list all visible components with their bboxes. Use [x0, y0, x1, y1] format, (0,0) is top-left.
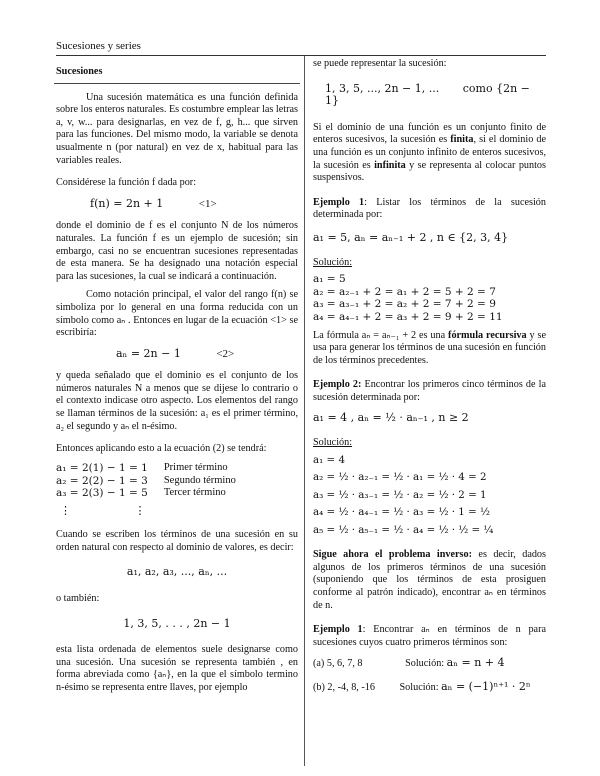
solution-label: Solución: [313, 256, 353, 268]
term-equation: a₁ = 2(1) − 1 = 1 [56, 461, 148, 474]
finite-text-c: y se representa al colocar puntos suspensivos. [313, 159, 546, 184]
example-1-label: Ejemplo 1 [313, 196, 365, 208]
example-2-statement [313, 379, 546, 404]
example-1-equation: a₁ = 5, aₙ = aₙ₋₁ + 2 , n ∈ {2, 3, 4} [313, 230, 509, 244]
apply-paragraph: Entonces aplicando esto a la ecuación (2) se tendrá: [56, 443, 267, 455]
also-text: o también: [56, 593, 100, 605]
inverse-problem-text: es decir, dados algunos de los primeros términos de una sucesión (suponiendo que los términos de esta prosiguen conforme al patrón indicado), encontrar aₙ en términos de n. [313, 549, 546, 611]
example-2-text: Encontrar los primeros cinco términos de la sucesión determinada por: [313, 379, 546, 403]
sequence-example: 1, 3, 5, . . . , 2n − 1 [123, 616, 231, 630]
right-column [313, 58, 546, 703]
term-label: Tercer término [163, 487, 226, 499]
recursive-text-a: La fórmula aₙ = aₙ₋₁ + 2 es una [313, 329, 449, 341]
domain-paragraph: donde el dominio de f es el conjunto N de los números naturales. La función f es un ejemplo de sucesión; sin embargo, casi no se encuentran sucesiones representadas de esta manera. Se ha designado una notación especial para las sucesiones, la cual se indicará a continuación. [56, 220, 298, 282]
vertical-dots: ⋮ ⋮ [60, 504, 176, 518]
terms-table [56, 462, 236, 500]
range-paragraph: y queda señalado que el dominio es el conjunto de los números naturales N a menos que se dijese lo contrario o el contexto indicase otro aspecto. Los elementos del rango se llaman términos de la sucesión: a₁ es el primer término, a₂ el segundo y aₙ el n-ésimo. [56, 370, 298, 432]
sequence-braces: como {2n − 1} [325, 81, 530, 108]
example-1-solution [313, 273, 546, 323]
equation-1 [90, 198, 298, 211]
example-2-label: Ejemplo 2: [313, 379, 362, 391]
term-equation: a₃ = 2(3) − 1 = 5 [56, 487, 148, 500]
solution-line: a₁ = 5 [313, 273, 346, 286]
solution-line: a₄ = a₄₋₁ + 2 = a₃ + 2 = 9 + 2 = 11 [313, 310, 503, 323]
sequence-general: a₁, a₂, a₃, ..., aₙ, ... [126, 565, 228, 579]
ordered-list-paragraph: esta lista ordenada de elementos suele designarse como una sucesión. Una sucesión se representa también , en forma abreviada como {aₙ}, en la que el símbolo termino n-ésimo se representa entre llaves, por ejemplo [56, 644, 298, 693]
term-row [56, 487, 236, 500]
example-3-statement [313, 624, 546, 649]
page-header-title: Sucesiones y series [56, 40, 141, 52]
section-title: Sucesiones [56, 66, 103, 77]
infinite-term: infinita [374, 159, 406, 171]
equation-2-text: aₙ = 2n − 1 [116, 346, 181, 360]
example-3-solution: aₙ = n + 4 [446, 656, 505, 670]
recursive-term: fórmula recursiva [448, 329, 527, 341]
header-rule [56, 55, 546, 56]
column-divider [304, 56, 305, 766]
example-3-solution-label: Solución: [399, 681, 439, 693]
finite-term: finita [450, 134, 474, 146]
equation-2 [116, 348, 298, 361]
natural-order-paragraph: Cuando se escriben los términos de una sucesión en su orden natural con respecto al dominio de valores, es decir: [56, 529, 298, 553]
recursive-text-b: y se usa para generar los términos de una sucesión en función de los términos precedentes. [313, 329, 546, 366]
example-3-text: : Encontrar aₙ en términos de n para sucesiones cuyos cuatro primeros términos son: [313, 624, 546, 648]
term-row [56, 475, 236, 488]
solution-2-label: Solución: [313, 437, 353, 449]
equation-1-number: <1> [198, 197, 217, 210]
solution-line: a₂ = ½ · a₂₋₁ = ½ · a₁ = ½ · 4 = 2 [313, 471, 487, 484]
finite-text-a: Si el dominio de una función es un conjunto finito de enteros sucesivos, la sucesión es [313, 121, 546, 146]
recursive-paragraph [313, 330, 546, 368]
term-label: Segundo término [163, 474, 236, 486]
equation-2-number: <2> [216, 347, 235, 360]
section-rule [54, 83, 300, 84]
example-3-solution: aₙ = (−1)ⁿ⁺¹ · 2ⁿ [441, 679, 531, 693]
example-1-text: : Listar los términos de la sucesión determinada por: [313, 196, 546, 221]
solution-line: a₃ = a₃₋₁ + 2 = a₂ + 2 = 7 + 2 = 9 [313, 298, 496, 311]
represent-text: se puede representar la sucesión: [313, 58, 447, 69]
solution-line: a₄ = ½ · a₄₋₁ = ½ · a₃ = ½ · 1 = ½ [313, 506, 490, 519]
example-1-statement [313, 197, 546, 222]
example-3-sequence: (a) 5, 6, 7, 8 [313, 658, 363, 670]
term-equation: a₂ = 2(2) − 1 = 3 [56, 474, 148, 487]
finite-infinite-paragraph [313, 122, 546, 185]
notation-paragraph: Como notación principal, el valor del rango f(n) se simboliza por lo general en una forma reducida con un símbolo como aₙ . Entonces en lugar de la ecuación <1> se escribiría: [56, 289, 298, 339]
solution-line: a₂ = a₂₋₁ + 2 = a₁ + 2 = 5 + 2 = 7 [313, 285, 496, 298]
term-row [56, 462, 236, 475]
solution-line: a₁ = 4 [313, 453, 345, 466]
sequence-list: 1, 3, 5, ..., 2n − 1, ... [325, 81, 440, 95]
intro-paragraph: Una sucesión matemática es una función definida sobre los enteros naturales. Es costumbre emplear las letras a, v, w... para designarlas, en vez de f, g, h... que sirven para las funciones. Del mismo modo, la variable se denota usualmente n (por natural) en vez de x, habitual para las variables reales. [56, 91, 298, 166]
equation-1-text: f(n) = 2n + 1 [90, 196, 164, 210]
example-2-equation: a₁ = 4 , aₙ = ½ · aₙ₋₁ , n ≥ 2 [313, 411, 469, 425]
left-column [56, 58, 298, 701]
example-3-row [313, 657, 546, 671]
solution-line: a₅ = ½ · a₅₋₁ = ½ · a₄ = ½ · ½ = ¼ [313, 523, 494, 536]
finite-text-b: , si el dominio de una función es un conjunto infinito de enteros sucesivos, la sucesión es [313, 134, 546, 171]
example-3-sequence: (b) 2, -4, 8, -16 [313, 681, 375, 693]
example-3-row [313, 681, 546, 695]
example-3-solution-label: Solución: [405, 658, 445, 670]
example-2-solution [313, 452, 546, 540]
inverse-problem-paragraph [313, 549, 546, 612]
solution-line: a₃ = ½ · a₃₋₁ = ½ · a₂ = ½ · 2 = 1 [313, 488, 487, 501]
sequence-representation [325, 83, 546, 108]
term-label: Primer término [163, 461, 228, 473]
example-3-label: Ejemplo 1 [313, 624, 363, 636]
inverse-problem-title: Sigue ahora el problema inverso: [313, 549, 473, 561]
function-intro: Considérese la función f dada por: [56, 177, 197, 189]
